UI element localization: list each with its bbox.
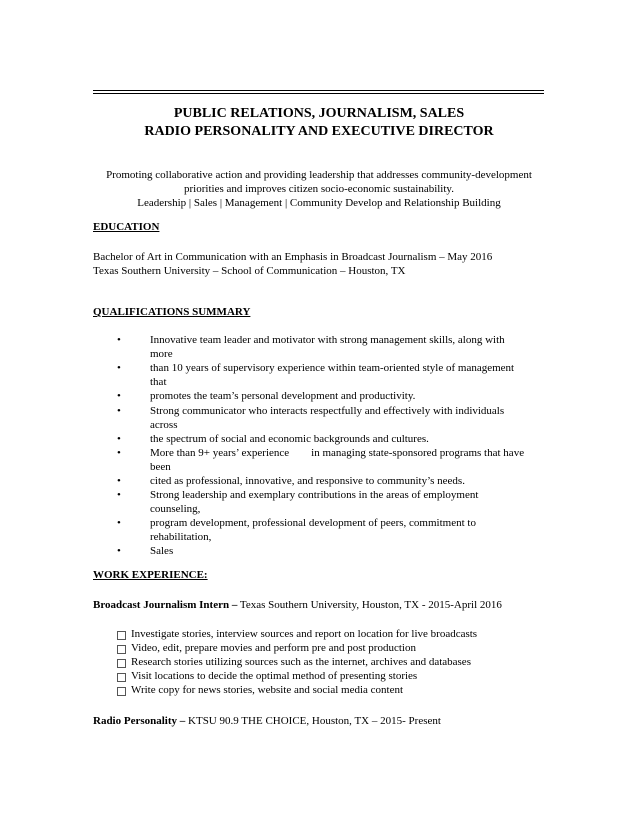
qual-line: counseling, <box>150 503 201 515</box>
job2-details: KTSU 90.9 THE CHOICE, Houston, TX – 2015- Present <box>185 715 441 727</box>
education-heading: EDUCATION <box>93 221 160 233</box>
bullet-glyph: • <box>117 405 121 417</box>
qual-line: More than 9+ years’ experience in managing state-sponsored programs that have <box>150 447 525 459</box>
qual-line: program development, professional development of peers, commitment to <box>150 517 476 529</box>
summary-line-1: Promoting collaborative action and providing leadership that addresses community-development <box>106 169 532 181</box>
summary-line-2: priorities and improves citizen socio-economic sustainability. <box>184 183 454 195</box>
checkbox-icon <box>117 687 126 696</box>
qual-line: than 10 years of supervisory experience within team-oriented style of management <box>150 362 515 374</box>
job1-title: Broadcast Journalism Intern – <box>93 599 238 611</box>
qual-line: Strong leadership and exemplary contributions in the areas of employment <box>150 489 479 501</box>
job2-line <box>93 715 441 727</box>
qual-line: Innovative team leader and motivator with strong management skills, along with <box>150 334 505 346</box>
education-school: Texas Southern University – School of Communication – Houston, TX <box>93 265 406 277</box>
summary-keywords: Leadership | Sales | Management | Community Develop and Relationship Building <box>137 197 501 209</box>
education-degree: Bachelor of Art in Communication with an Emphasis in Broadcast Journalism – May 2016 <box>93 251 493 263</box>
top-rule-second <box>93 93 544 94</box>
qual-line: promotes the team’s personal development and productivity. <box>150 390 416 402</box>
qual-line: across <box>150 419 178 431</box>
qual-line: been <box>150 461 171 473</box>
bullet-glyph: • <box>117 390 121 402</box>
bullet-glyph: • <box>117 517 121 529</box>
top-rule <box>93 90 544 91</box>
qual-line: more <box>150 348 173 360</box>
checkbox-icon <box>117 645 126 654</box>
qual-line: Strong communicator who interacts respectfully and effectively with individuals <box>150 405 505 417</box>
checkbox-icon <box>117 673 126 682</box>
qual-line: that <box>150 376 167 388</box>
bullet-glyph: • <box>117 545 121 557</box>
job1-duty: Video, edit, prepare movies and perform pre and post production <box>131 642 416 654</box>
qual-line: rehabilitation, <box>150 531 212 543</box>
job1-line <box>93 599 502 611</box>
bullet-glyph: • <box>117 447 121 459</box>
checkbox-icon <box>117 659 126 668</box>
work-heading: WORK EXPERIENCE: <box>93 569 208 581</box>
bullet-glyph: • <box>117 334 121 346</box>
job1-details: Texas Southern University, Houston, TX - 2015-April 2016 <box>237 599 502 611</box>
bullet-glyph: • <box>117 475 121 487</box>
title-line-2: RADIO PERSONALITY AND EXECUTIVE DIRECTOR <box>144 124 494 139</box>
checkbox-icon <box>117 631 126 640</box>
qual-line: Sales <box>150 545 174 557</box>
job1-duty: Visit locations to decide the optimal method of presenting stories <box>131 670 418 682</box>
qualifications-heading: QUALIFICATIONS SUMMARY <box>93 306 251 318</box>
job1-duty: Research stories utilizing sources such as the internet, archives and databases <box>131 656 471 668</box>
job2-title: Radio Personality – <box>93 715 186 727</box>
bullet-glyph: • <box>117 362 121 374</box>
job1-duty: Write copy for news stories, website and social media content <box>131 684 404 696</box>
job1-duty: Investigate stories, interview sources and report on location for live broadcasts <box>131 628 478 640</box>
qual-line: cited as professional, innovative, and responsive to community’s needs. <box>150 475 465 487</box>
title-line-1: PUBLIC RELATIONS, JOURNALISM, SALES <box>173 106 465 121</box>
qual-line: the spectrum of social and economic backgrounds and cultures. <box>150 433 429 445</box>
bullet-glyph: • <box>117 433 121 445</box>
bullet-glyph: • <box>117 489 121 501</box>
